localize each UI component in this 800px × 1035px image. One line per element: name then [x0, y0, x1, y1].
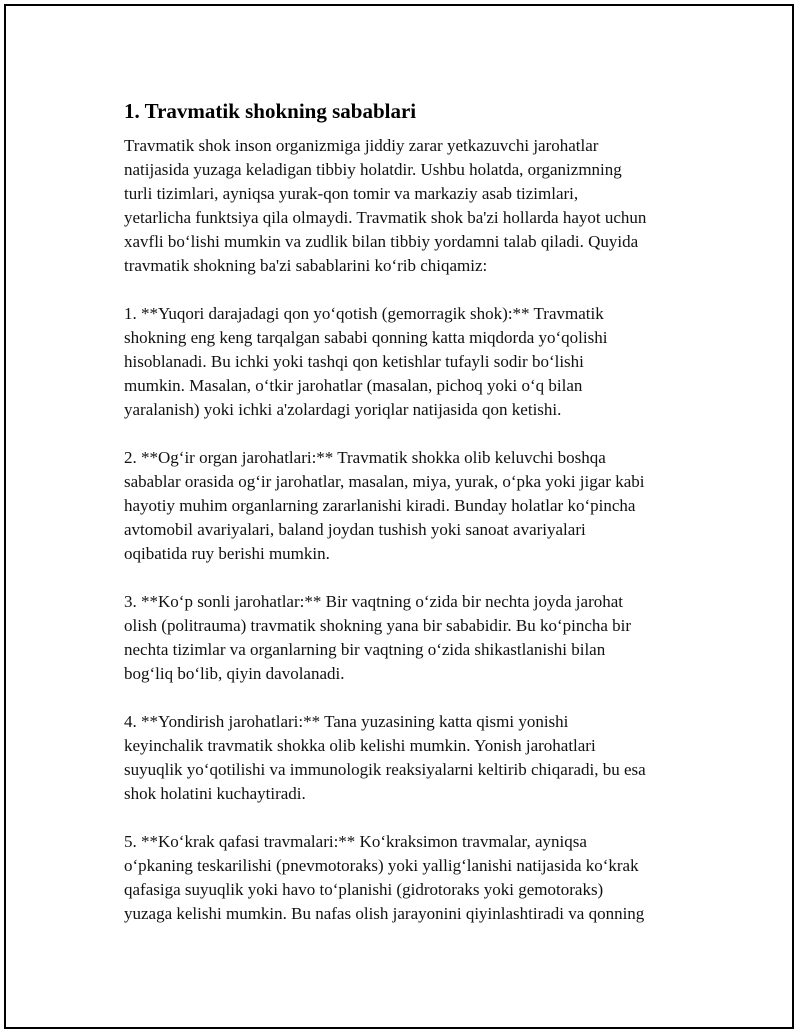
paragraph-line: shok holatini kuchaytiradi.: [124, 784, 306, 803]
paragraph-line: 5. **Ko‘krak qafasi travmalari:** Ko‘kraksimon travmalar, ayniqsa: [124, 832, 587, 851]
paragraph-line: keyinchalik travmatik shokka olib kelishi mumkin. Yonish jarohatlari: [124, 736, 596, 755]
paragraph: [124, 302, 704, 422]
paragraph: [124, 590, 704, 686]
paragraph-line: yuzaga kelishi mumkin. Bu nafas olish jarayonini qiyinlashtiradi va qonning: [124, 904, 645, 923]
paragraph-line: 2. **Og‘ir organ jarohatlari:** Travmatik shokka olib keluvchi boshqa: [124, 448, 606, 467]
paragraph: [124, 134, 704, 278]
paragraph-line: xavfli bo‘lishi mumkin va zudlik bilan tibbiy yordamni talab qiladi. Quyida: [124, 232, 639, 251]
paragraph-line: Travmatik shok inson organizmiga jiddiy zarar yetkazuvchi jarohatlar: [124, 136, 599, 155]
paragraph-line: oqibatida ruy berishi mumkin.: [124, 544, 330, 563]
paragraph-line: 4. **Yondirish jarohatlari:** Tana yuzasining katta qismi yonishi: [124, 712, 569, 731]
paragraph-line: hayotiy muhim organlarning zararlanishi kiradi. Bunday holatlar ko‘pincha: [124, 496, 636, 515]
paragraph: [124, 446, 704, 566]
paragraph-line: 3. **Ko‘p sonli jarohatlar:** Bir vaqtning o‘zida bir nechta joyda jarohat: [124, 592, 624, 611]
paragraph-line: 1. **Yuqori darajadagi qon yo‘qotish (gemorragik shok):** Travmatik: [124, 304, 604, 323]
section-heading: 1. Travmatik shokning sabablari: [124, 99, 417, 123]
paragraph: [124, 830, 704, 926]
paragraph-line: olish (politrauma) travmatik shokning yana bir sababidir. Bu ko‘pincha bir: [124, 616, 632, 635]
paragraph-line: mumkin. Masalan, o‘tkir jarohatlar (masalan, pichoq yoki o‘q bilan: [124, 376, 583, 395]
paragraph-line: yetarlicha funktsiya qila olmaydi. Travmatik shok ba'zi hollarda hayot uchun: [124, 208, 647, 227]
paragraph-line: avtomobil avariyalari, baland joydan tushish yoki sanoat avariyalari: [124, 520, 586, 539]
paragraph-line: yaralanish) yoki ichki a'zolardagi yoriqlar natijasida qon ketishi.: [124, 400, 562, 419]
paragraph-line: bog‘liq bo‘lib, qiyin davolanadi.: [124, 664, 345, 683]
paragraph-line: o‘pkaning teskarilishi (pnevmotoraks) yoki yallig‘lanishi natijasida ko‘krak: [124, 856, 639, 875]
paragraph-line: qafasiga suyuqlik yoki havo to‘planishi (gidrotoraks yoki gemotoraks): [124, 880, 604, 899]
paragraph: [124, 710, 704, 806]
paragraph-line: hisoblanadi. Bu ichki yoki tashqi qon ketishlar tufayli sodir bo‘lishi: [124, 352, 584, 371]
paragraph-line: suyuqlik yo‘qotilishi va immunologik reaksiyalarni keltirib chiqaradi, bu esa: [124, 760, 646, 779]
paragraph-line: sabablar orasida og‘ir jarohatlar, masalan, miya, yurak, o‘pka yoki jigar kabi: [124, 472, 645, 491]
paragraph-line: shokning eng keng tarqalgan sababi qonning katta miqdorda yo‘qolishi: [124, 328, 608, 347]
document-body: [124, 98, 704, 950]
page-frame: [4, 4, 794, 1029]
paragraph-line: turli tizimlari, ayniqsa yurak-qon tomir va markaziy asab tizimlari,: [124, 184, 579, 203]
paragraph-line: travmatik shokning ba'zi sabablarini ko‘rib chiqamiz:: [124, 256, 488, 275]
paragraph-line: natijasida yuzaga keladigan tibbiy holatdir. Ushbu holatda, organizmning: [124, 160, 622, 179]
paragraph-line: nechta tizimlar va organlarning bir vaqtning o‘zida shikastlanishi bilan: [124, 640, 606, 659]
paragraph-list: [124, 134, 704, 926]
